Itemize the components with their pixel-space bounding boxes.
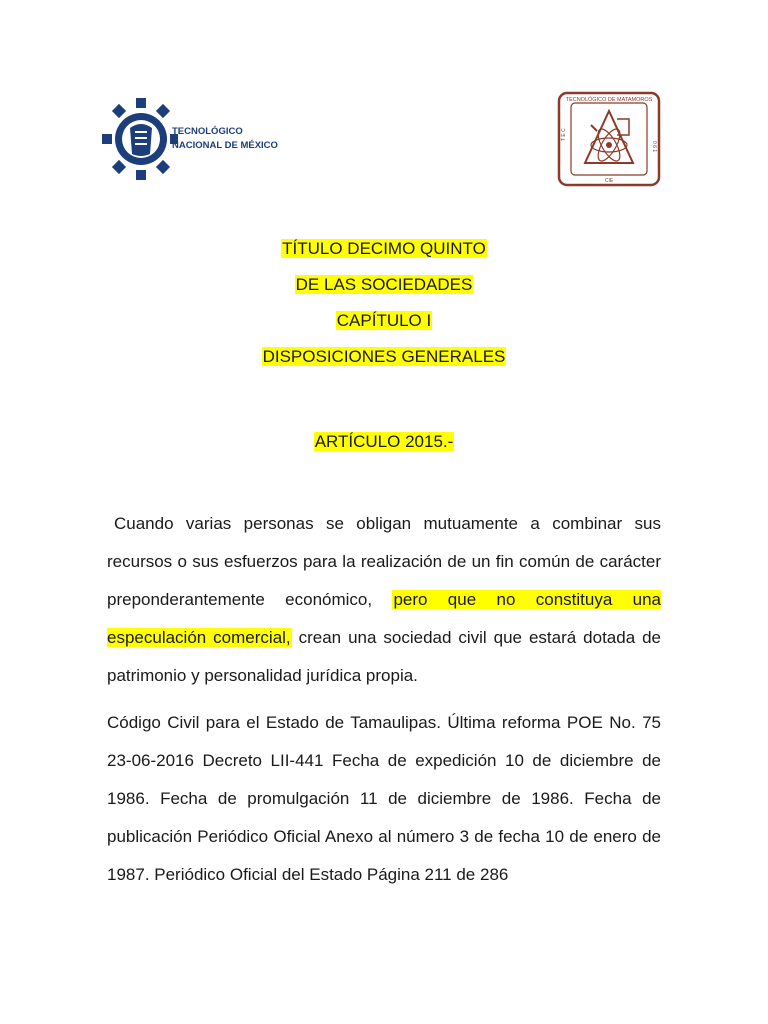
title-titulo: TÍTULO DECIMO QUINTO xyxy=(282,239,486,258)
institute-seal-logo xyxy=(557,91,661,187)
title-line-1 xyxy=(0,231,768,267)
article-paragraph xyxy=(107,505,661,695)
svg-text:T E C: T E C xyxy=(561,128,567,141)
title-block xyxy=(0,231,768,375)
paragraph-text-end: crean una sociedad civil que estará dotada de patrimonio y personalidad jurídica propia. xyxy=(107,628,662,685)
title-line-4 xyxy=(0,339,768,375)
tecnm-logo xyxy=(108,98,278,180)
paragraph-text-start: Cuando varias personas se obligan mutuamente a combinar sus recursos o sus esfuerzos para la realización de un fin común de carácter preponderantemente económico, xyxy=(107,514,661,609)
title-disposiciones: DISPOSICIONES GENERALES xyxy=(262,347,506,366)
article-number: ARTÍCULO 2015.- xyxy=(314,432,454,451)
article-heading xyxy=(0,424,768,460)
seal-ring-text: TECNOLÓGICO DE MATAMOROS xyxy=(565,97,653,103)
title-line-3 xyxy=(0,303,768,339)
title-sociedades: DE LAS SOCIEDADES xyxy=(295,275,473,294)
title-line-2 xyxy=(0,267,768,303)
tecnm-logo-text-1: TECNOLÓGICO xyxy=(172,126,243,137)
highlighted-phrase: pero que no constituya una especulación comercial, xyxy=(107,590,661,647)
title-capitulo: CAPÍTULO I xyxy=(336,311,432,330)
svg-text:0 6 1: 0 6 1 xyxy=(651,141,657,153)
source-citation: Código Civil para el Estado de Tamaulipas. Última reforma POE No. 75 23-06-2016 Decreto LII-441 Fecha de expedición 10 de diciembre de 1986. Fecha de promulgación 11 de diciembre de 1986. Fecha de publicación Periódico Oficial Anexo al número 3 de fecha 10 de enero de 1987. Periódico Oficial del Estado Página 211 de 286 xyxy=(107,713,661,884)
tecnm-logo-text-2: NACIONAL DE MÉXICO xyxy=(172,140,278,151)
svg-text:CIE: CIE xyxy=(604,178,614,184)
